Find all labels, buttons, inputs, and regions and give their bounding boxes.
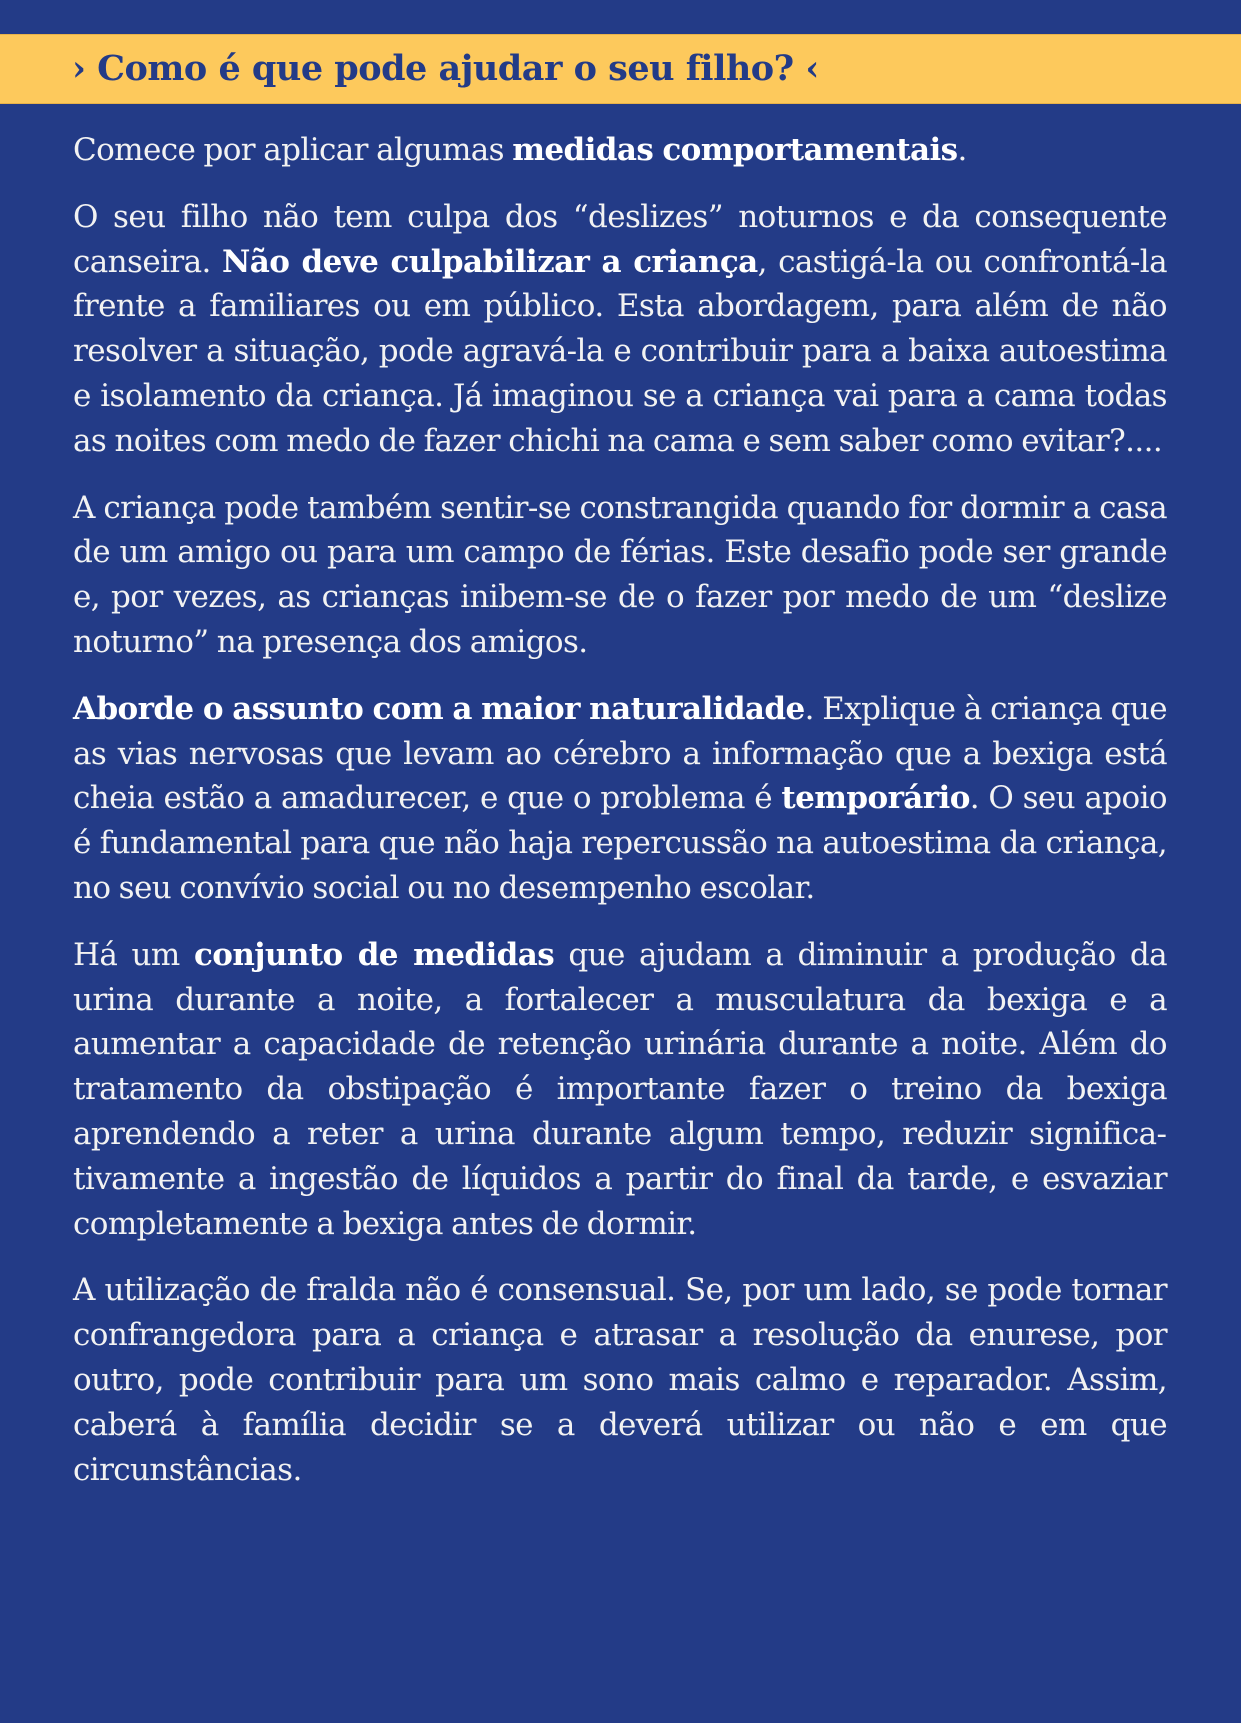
paragraph-behavioral-measures <box>73 128 1167 173</box>
section-title: › Como é que pode ajudar o seu filho? ‹ <box>72 48 819 89</box>
text: A utilização de fralda não é consensual. Se, por um lado, se pode tornar confrangedora para a criança e atrasar a resolução da enurese, por outro, pode contribuir para um sono mais calmo e reparador. Assim, caberá à família decidir se a deverá utilizar ou não e em que circunstâncias. <box>73 1272 1167 1488</box>
bold-text: temporário <box>781 780 970 817</box>
paragraph-naturalness <box>73 687 1167 911</box>
text: O seu filho não tem culpa dos “deslizes” noturnos e da consequente canseira. <box>73 198 1167 280</box>
text: A criança pode também sentir-se constrangida quando for dormir a casa de um amigo ou para um campo de férias. Este desafio pode ser grande e, por vezes, as crianças inibem-se de o fazer por medo de um “deslize noturno” na presença dos amigos. <box>73 489 1167 660</box>
paragraph-sleepover <box>73 486 1167 665</box>
bold-text: medidas comportamentais <box>512 132 958 168</box>
text: . Explique à criança que as vias nervosas que levam ao cérebro a informação que a bexiga está cheia estão a amadurecer, e que o problema é <box>73 690 1168 817</box>
paragraph-set-of-measures <box>73 933 1167 1247</box>
text: Comece por aplicar algumas <box>73 132 513 168</box>
text: que ajudam a diminuir a produção da urina durante a noite, a fortalecer a musculatura da bexiga e a aumentar a capacidade de retenção urinária durante a noite. Além do tratamento da obstipação é importante fazer o treino da bexiga aprendendo a reter a urina durante algum tempo, reduzir significativamente a ingestão de líquidos a partir do final da tarde, e esvaziar completamente a bexiga antes de dormir. <box>73 936 1168 1242</box>
article-body <box>73 128 1167 1514</box>
paragraph-no-blame <box>73 195 1167 464</box>
text: Há um <box>73 936 194 973</box>
bold-text: conjunto de medidas <box>193 936 555 973</box>
bold-text: Aborde o assunto com a maior naturalidade <box>73 690 805 727</box>
text: . <box>957 132 967 168</box>
bold-text: Não deve culpabilizar a criança <box>222 243 758 280</box>
paragraph-diaper-use <box>73 1268 1167 1492</box>
text: , castigá-la ou confrontá-la frente a familiares ou em público. Esta abordagem, para além de não resolver a situação, pode agravá-la e contribuir para a baixa autoestima e isolamento da criança. Já imaginou se a criança vai para a cama todas as noites com medo de fazer chichi na cama e sem saber como evitar?.... <box>73 243 1167 459</box>
section-header-band <box>0 34 1241 104</box>
text: . O seu apoio é fundamental para que não haja repercussão na autoestima da criança, no seu convívio social ou no desempenho escolar. <box>73 780 1167 906</box>
